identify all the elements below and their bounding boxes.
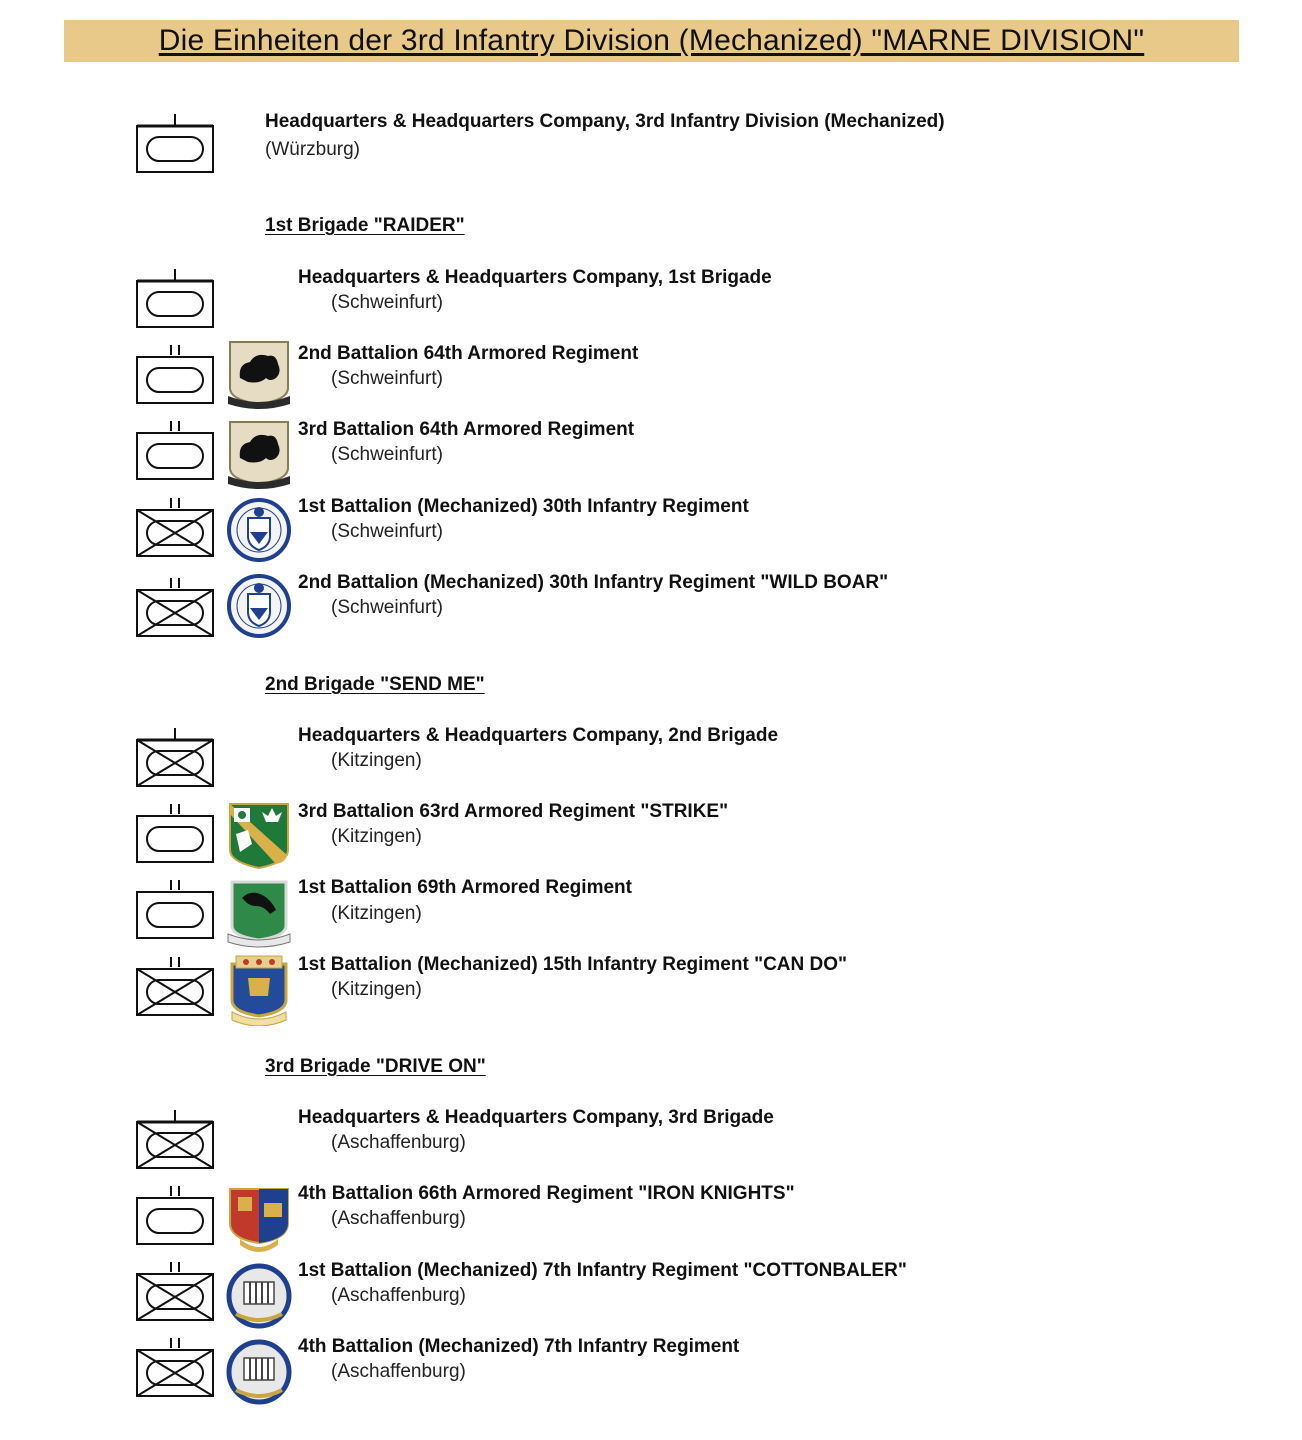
infantry-battalion-symbol	[136, 955, 214, 1017]
69th-armor-insignia-icon	[226, 876, 292, 948]
unit-location: (Kitzingen)	[331, 903, 422, 924]
infantry-battalion-symbol	[136, 496, 214, 558]
unit-name: 2nd Battalion 64th Armored Regiment	[298, 343, 639, 364]
unit-location: (Schweinfurt)	[331, 597, 443, 618]
30th-infantry-insignia-icon	[226, 496, 292, 568]
64th-armor-insignia-icon	[226, 418, 292, 490]
unit-location: (Kitzingen)	[331, 979, 422, 1000]
unit-location: (Schweinfurt)	[331, 292, 443, 313]
unit-name: 3rd Battalion 64th Armored Regiment	[298, 419, 635, 440]
7th-infantry-insignia-icon	[226, 1338, 292, 1410]
unit-name: 4th Battalion (Mechanized) 7th Infantry Regiment	[298, 1336, 740, 1357]
30th-infantry-insignia-icon	[226, 572, 292, 644]
armor-battalion-symbol	[136, 419, 214, 481]
unit-name: 1st Battalion (Mechanized) 30th Infantry Regiment	[298, 496, 749, 517]
unit-location: (Aschaffenburg)	[331, 1132, 466, 1153]
armor-hq-symbol	[136, 267, 214, 329]
armor-hq-symbol	[136, 112, 214, 174]
unit-name: Headquarters & Headquarters Company, 3rd Brigade	[298, 1107, 774, 1128]
brigade-2-title: 2nd Brigade "SEND ME"	[265, 674, 485, 695]
unit-location: (Schweinfurt)	[331, 521, 443, 542]
infantry-hq-symbol	[136, 1108, 214, 1170]
armor-battalion-symbol	[136, 1184, 214, 1246]
64th-armor-insignia-icon	[226, 338, 292, 410]
unit-location: (Aschaffenburg)	[331, 1285, 466, 1306]
66th-armor-insignia-icon	[226, 1183, 292, 1255]
unit-location: (Kitzingen)	[331, 750, 422, 771]
unit-name: 1st Battalion (Mechanized) 7th Infantry Regiment "COTTONBALER"	[298, 1260, 907, 1281]
infantry-battalion-symbol	[136, 1336, 214, 1398]
unit-location: (Schweinfurt)	[331, 444, 443, 465]
unit-location: (Schweinfurt)	[331, 368, 443, 389]
division-hq-location: (Würzburg)	[265, 139, 361, 160]
unit-name: 3rd Battalion 63rd Armored Regiment "STRIKE"	[298, 801, 729, 822]
unit-location: (Aschaffenburg)	[331, 1361, 466, 1382]
infantry-battalion-symbol	[136, 1260, 214, 1322]
unit-name: Headquarters & Headquarters Company, 1st Brigade	[298, 267, 772, 288]
brigade-3-title: 3rd Brigade "DRIVE ON"	[265, 1056, 486, 1077]
page-title: Die Einheiten der 3rd Infantry Division (Mechanized) "MARNE DIVISION"	[158, 24, 1145, 57]
unit-location: (Kitzingen)	[331, 826, 422, 847]
armor-battalion-symbol	[136, 802, 214, 864]
brigade-1-title: 1st Brigade "RAIDER"	[265, 215, 465, 236]
unit-name: Headquarters & Headquarters Company, 2nd Brigade	[298, 725, 779, 746]
15th-infantry-insignia-icon	[226, 954, 292, 1026]
unit-name: 4th Battalion 66th Armored Regiment "IRON KNIGHTS"	[298, 1183, 795, 1204]
unit-name: 1st Battalion 69th Armored Regiment	[298, 877, 632, 898]
unit-name: 2nd Battalion (Mechanized) 30th Infantry Regiment "WILD BOAR"	[298, 572, 889, 593]
title-bar	[64, 20, 1239, 62]
armor-battalion-symbol	[136, 878, 214, 940]
infantry-battalion-symbol	[136, 576, 214, 638]
unit-name: 1st Battalion (Mechanized) 15th Infantry Regiment "CAN DO"	[298, 954, 848, 975]
infantry-hq-symbol	[136, 726, 214, 788]
division-hq-name: Headquarters & Headquarters Company, 3rd Infantry Division (Mechanized)	[265, 111, 945, 132]
63rd-armor-insignia-icon	[226, 800, 292, 872]
7th-infantry-insignia-icon	[226, 1262, 292, 1334]
armor-battalion-symbol	[136, 343, 214, 405]
unit-location: (Aschaffenburg)	[331, 1208, 466, 1229]
